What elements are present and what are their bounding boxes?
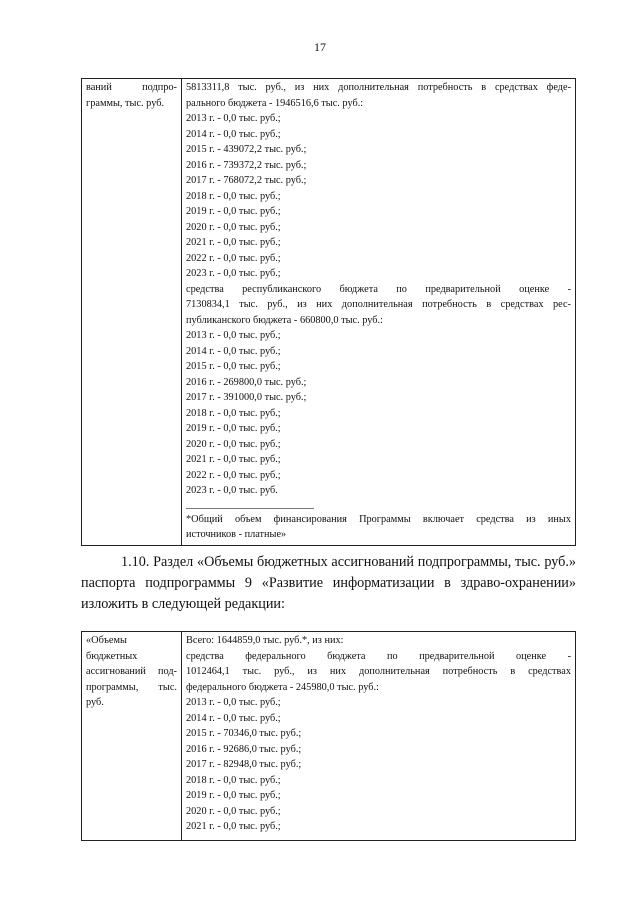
table-row — [82, 632, 576, 841]
funding-line: 2015 г. - 439072,2 тыс. руб.; — [186, 144, 307, 155]
row-content — [182, 79, 576, 546]
funding-line: публиканского бюджета - 660800,0 тыс. руб.: — [186, 314, 383, 326]
funding-line: 2020 г. - 0,0 тыс. руб.; — [186, 221, 281, 233]
funding-line: 2014 г. - 0,0 тыс. руб.; — [186, 128, 281, 140]
funding-line: 7130834,1 тыс. руб., из них дополнительная потребность в средствах рес- — [186, 299, 571, 310]
row-label: ваний подпро-граммы, тыс. руб. — [82, 79, 182, 546]
funding-line: 2017 г. - 768072,2 тыс. руб.; — [186, 175, 307, 186]
funding-line: 2021 г. - 0,0 тыс. руб.; — [186, 454, 281, 465]
funding-line: 2020 г. - 0,0 тыс. руб.; — [186, 805, 281, 817]
funding-line: 2018 г. - 0,0 тыс. руб.; — [186, 190, 281, 202]
funding-line: средства республиканского бюджета по предварительной оценке - — [186, 283, 571, 295]
funding-line: 2018 г. - 0,0 тыс. руб.; — [186, 774, 281, 786]
funding-line: 2013 г. - 0,0 тыс. руб.; — [186, 330, 281, 341]
funding-line: 2015 г. - 0,0 тыс. руб.; — [186, 361, 281, 372]
row-content — [182, 632, 576, 841]
funding-line: 2013 г. - 0,0 тыс. руб.; — [186, 113, 281, 124]
funding-line: 2016 г. - 92686,0 тыс. руб.; — [186, 743, 302, 755]
funding-line: 2019 г. - 0,0 тыс. руб.; — [186, 423, 281, 434]
funding-line: 2019 г. - 0,0 тыс. руб.; — [186, 206, 281, 217]
budget-table-continued — [81, 78, 576, 546]
funding-line: 1012464,1 тыс. руб., из них дополнительная потребность в средствах — [186, 666, 571, 677]
funding-line: 2016 г. - 739372,2 тыс. руб.; — [186, 159, 307, 171]
amendment-paragraph: 1.10. Раздел «Объемы бюджетных ассигнований подпрограммы, тыс. руб.» паспорта подпрограммы 9 «Развитие информатизации в здраво-охранении» изложить в следующей редакции: — [81, 554, 576, 612]
funding-lines — [186, 80, 571, 499]
funding-line: 2023 г. - 0,0 тыс. руб. — [186, 485, 278, 496]
funding-line: федерального бюджета - 245980,0 тыс. руб.: — [186, 681, 379, 693]
footnote-separator — [186, 508, 314, 509]
table-row — [82, 79, 576, 546]
funding-line: 2017 г. - 391000,0 тыс. руб.; — [186, 392, 307, 403]
row-label: «Объемы бюджетных ассигнований под-программы, тыс. руб. — [82, 632, 182, 841]
funding-line: 2022 г. - 0,0 тыс. руб.; — [186, 469, 281, 481]
funding-line: 2021 г. - 0,0 тыс. руб.; — [186, 821, 281, 832]
funding-line: 2021 г. - 0,0 тыс. руб.; — [186, 237, 281, 248]
funding-line: рального бюджета - 1946516,6 тыс. руб.: — [186, 97, 364, 109]
funding-line: 2014 г. - 0,0 тыс. руб.; — [186, 345, 281, 357]
funding-line: 2016 г. - 269800,0 тыс. руб.; — [186, 376, 307, 388]
funding-line: 2018 г. - 0,0 тыс. руб.; — [186, 407, 281, 419]
funding-line: 2017 г. - 82948,0 тыс. руб.; — [186, 759, 302, 770]
funding-line: средства федерального бюджета по предварительной оценке - — [186, 650, 571, 662]
page-number: 17 — [314, 40, 326, 54]
budget-table-subprogram-9 — [81, 631, 576, 841]
footnote-line: источников - платные» — [186, 529, 287, 540]
funding-line: 2013 г. - 0,0 тыс. руб.; — [186, 697, 281, 708]
funding-line: Всего: 1644859,0 тыс. руб.*, из них: — [186, 635, 344, 646]
funding-line: 2020 г. - 0,0 тыс. руб.; — [186, 438, 281, 450]
funding-line: 2023 г. - 0,0 тыс. руб.; — [186, 268, 281, 279]
funding-lines — [186, 633, 571, 835]
funding-line: 2014 г. - 0,0 тыс. руб.; — [186, 712, 281, 724]
footnote-line: *Общий объем финансирования Программы включает средства из иных — [186, 513, 571, 525]
funding-line: 2022 г. - 0,0 тыс. руб.; — [186, 252, 281, 264]
funding-line: 2015 г. - 70346,0 тыс. руб.; — [186, 728, 302, 739]
funding-line: 2019 г. - 0,0 тыс. руб.; — [186, 790, 281, 801]
funding-line: 5813311,8 тыс. руб., из них дополнительная потребность в средствах феде- — [186, 82, 571, 93]
